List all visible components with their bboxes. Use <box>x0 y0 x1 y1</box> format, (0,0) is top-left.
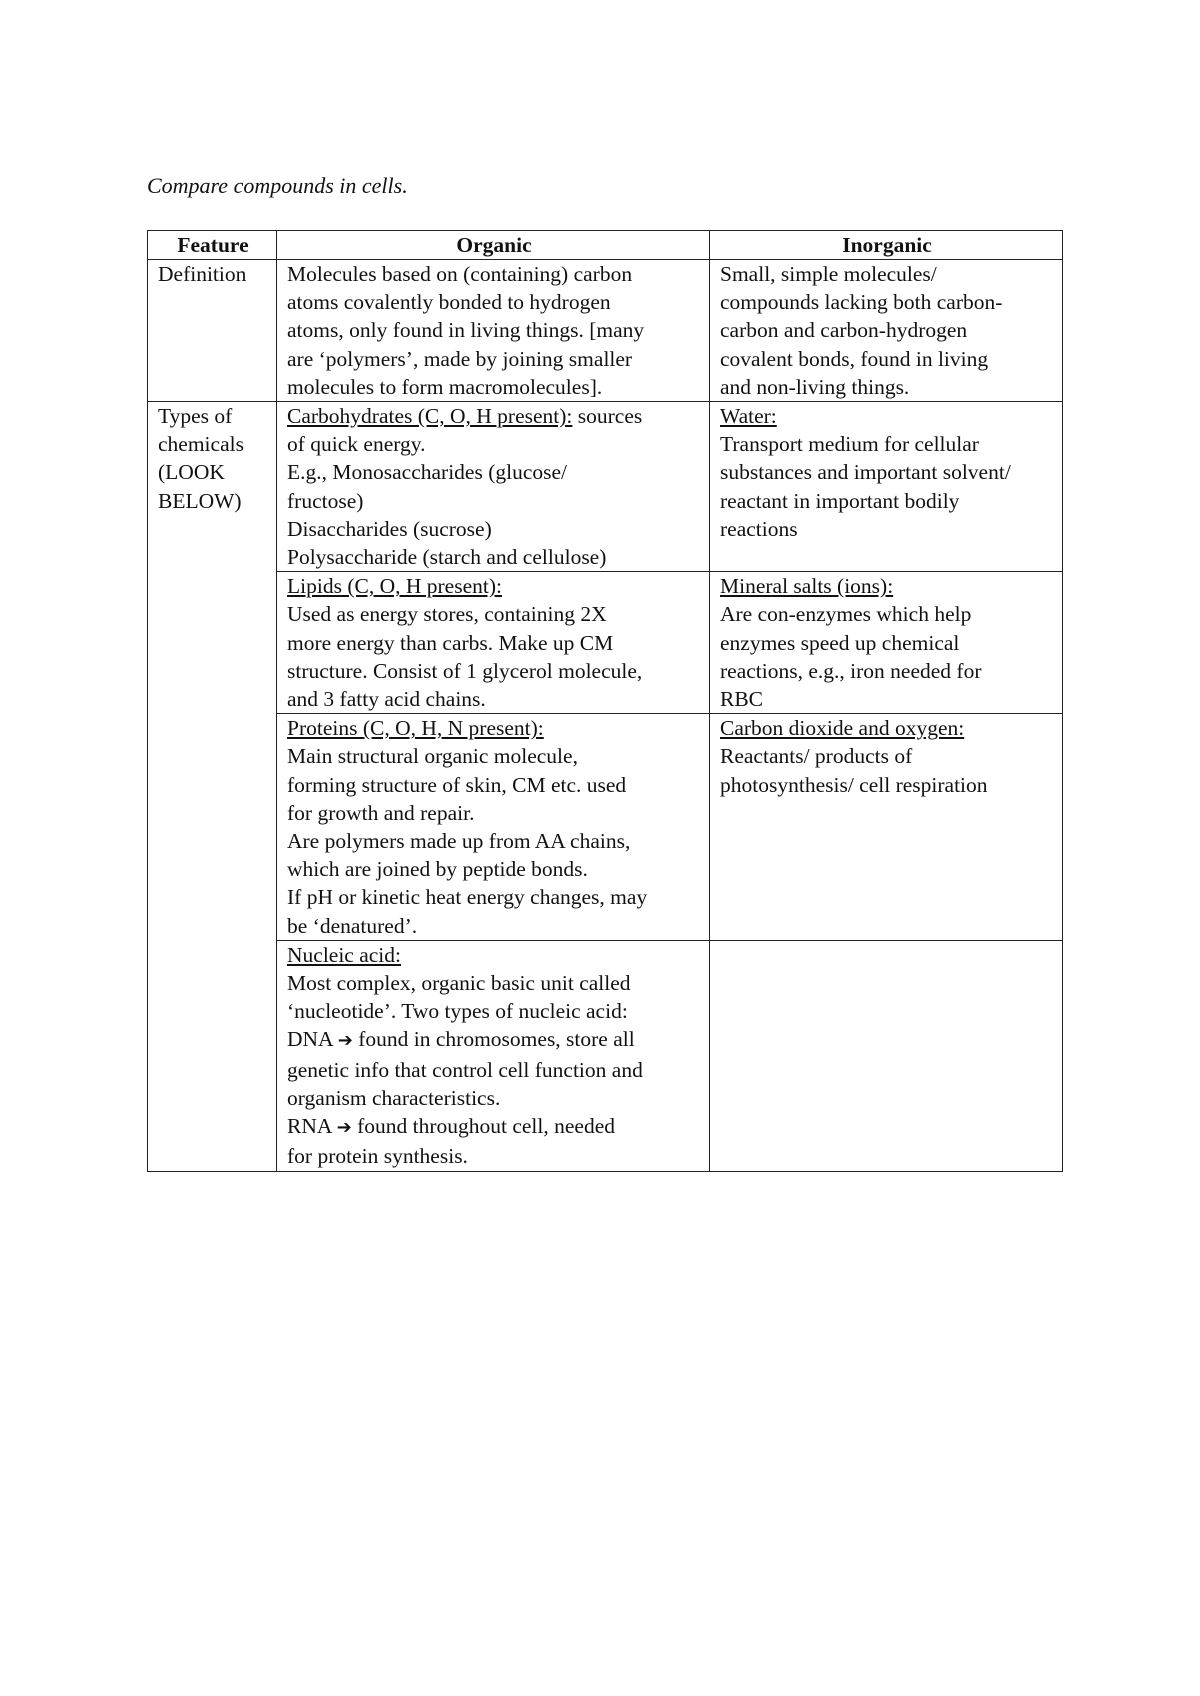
text-line: Transport medium for cellular <box>720 432 979 457</box>
text-line: If pH or kinetic heat energy changes, may <box>287 885 648 910</box>
text-line: Molecules based on (containing) carbon <box>287 262 633 286</box>
rna-line <box>287 1112 701 1142</box>
carbohydrates-heading-line <box>287 402 701 430</box>
carbohydrates-heading: Carbohydrates (C, O, H present): <box>287 404 573 429</box>
text-line: be ‘denatured’. <box>287 913 418 938</box>
rna-text: found throughout cell, needed <box>351 1114 615 1139</box>
text-line: Types of <box>158 404 233 429</box>
gases-cell <box>710 714 1063 941</box>
dna-line <box>287 1025 701 1055</box>
text-line: Main structural organic molecule, <box>287 744 578 769</box>
nucleic-row <box>148 940 1063 1171</box>
text-line: are ‘polymers’, made by joining smaller <box>287 346 633 371</box>
carbohydrates-cell <box>277 402 710 572</box>
carbohydrates-row <box>148 402 1063 572</box>
text-line: and 3 fatty acid chains. <box>287 687 486 712</box>
text-line: atoms, only found in living things. [many <box>287 318 645 343</box>
text-line: reactions <box>720 516 798 541</box>
text-line: and non-living things. <box>720 374 910 399</box>
text-line: covalent bonds, found in living <box>720 346 989 371</box>
text-line: Disaccharides (sucrose) <box>287 516 492 541</box>
text-line: structure. Consist of 1 glycerol molecule, <box>287 658 643 683</box>
empty-inorganic-cell <box>710 940 1063 1171</box>
text-line: Most complex, organic basic unit called <box>287 971 631 996</box>
lipids-heading: Lipids (C, O, H present): <box>287 574 502 599</box>
text-line: Reactants/ products of <box>720 744 913 769</box>
dna-text: found in chromosomes, store all <box>352 1027 635 1052</box>
text-line: ‘nucleotide’. Two types of nucleic acid: <box>287 999 628 1024</box>
text-line: forming structure of skin, CM etc. used <box>287 772 627 797</box>
text-line: of quick energy. <box>287 432 426 457</box>
text-line: fructose) <box>287 488 364 513</box>
text-line: molecules to form macromolecules]. <box>287 374 603 399</box>
rna-label: RNA <box>287 1114 332 1139</box>
header-row <box>148 231 1063 260</box>
text-line: chemicals <box>158 432 244 457</box>
text-line: RBC <box>720 687 764 712</box>
text-line: Used as energy stores, containing 2X <box>287 602 607 627</box>
text-line: organism characteristics. <box>287 1085 501 1110</box>
arrow-right-icon: ➔ <box>336 1117 352 1139</box>
text-line: genetic info that control cell function and <box>287 1057 643 1082</box>
proteins-heading: Proteins (C, O, H, N present): <box>287 716 544 741</box>
nucleic-cell <box>277 940 710 1171</box>
carbohydrates-heading-tail: sources <box>572 404 643 429</box>
minerals-heading: Mineral salts (ions): <box>720 574 894 599</box>
text-line: Are con-enzymes which help <box>720 602 972 627</box>
lipids-row <box>148 572 1063 714</box>
text-line: E.g., Monosaccharides (glucose/ <box>287 460 568 485</box>
gases-heading: Carbon dioxide and oxygen: <box>720 716 965 741</box>
text-line: Small, simple molecules/ <box>720 262 937 286</box>
text-line: reactant in important bodily <box>720 488 960 513</box>
text-line: substances and important solvent/ <box>720 460 1011 485</box>
dna-label: DNA <box>287 1027 333 1052</box>
text-line: reactions, e.g., iron needed for <box>720 658 982 683</box>
text-line: which are joined by peptide bonds. <box>287 857 588 882</box>
text-line: carbon and carbon-hydrogen <box>720 318 968 343</box>
text-line: Are polymers made up from AA chains, <box>287 829 631 854</box>
text-line: compounds lacking both carbon- <box>720 290 1003 315</box>
page-heading: Compare compounds in cells. <box>147 173 408 198</box>
header-inorganic: Inorganic <box>710 231 1063 260</box>
definition-label: Definition <box>158 262 247 286</box>
definition-feature-cell <box>148 260 277 402</box>
proteins-row <box>148 714 1063 941</box>
text-line: for growth and repair. <box>287 800 475 825</box>
arrow-right-icon: ➔ <box>337 1030 353 1052</box>
minerals-cell <box>710 572 1063 714</box>
text-line: (LOOK <box>158 460 225 485</box>
lipids-cell <box>277 572 710 714</box>
definition-row <box>148 260 1063 402</box>
text-line: more energy than carbs. Make up CM <box>287 630 614 655</box>
types-feature-cell <box>148 402 277 1171</box>
water-heading: Water: <box>720 404 777 429</box>
text-line: Polysaccharide (starch and cellulose) <box>287 545 607 570</box>
text-line: BELOW) <box>158 488 242 513</box>
definition-organic-cell <box>277 260 710 402</box>
header-organic: Organic <box>277 231 710 260</box>
water-cell <box>710 402 1063 572</box>
text-line: photosynthesis/ cell respiration <box>720 772 988 797</box>
header-feature: Feature <box>148 231 277 260</box>
text-line: for protein synthesis. <box>287 1144 468 1169</box>
proteins-cell <box>277 714 710 941</box>
text-line: atoms covalently bonded to hydrogen <box>287 290 611 315</box>
definition-inorganic-cell <box>710 260 1063 402</box>
nucleic-heading: Nucleic acid: <box>287 942 402 967</box>
compare-table <box>147 230 1063 1172</box>
text-line: enzymes speed up chemical <box>720 630 960 655</box>
